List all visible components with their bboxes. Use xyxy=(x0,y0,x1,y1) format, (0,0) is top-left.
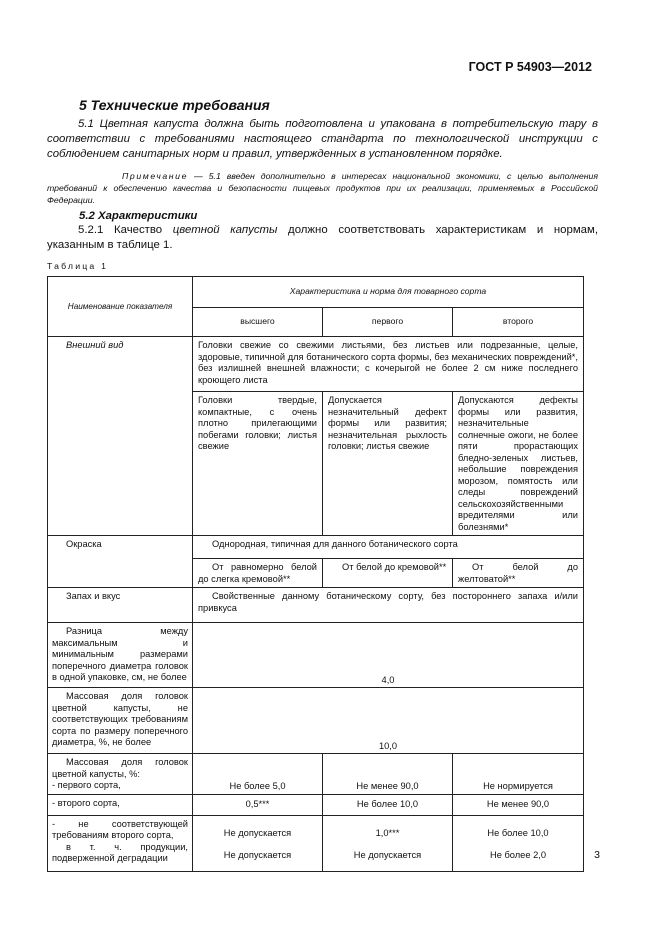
mass-nonconf-value: 10,0 xyxy=(193,688,584,754)
degr-second: Не более 2,0 xyxy=(489,850,547,860)
nonconf-first: 1,0*** xyxy=(375,827,400,838)
appearance-common: Головки свежие со свежими листьями, без листьев или подрезанные, целые, здоровые, типичной для ботанического сорта формы, без механических повреждений*, без излишней внешней влажности; с кочерыгой не более 2 см ниже последнего кроющего листа xyxy=(193,337,584,392)
nonconf-second: Не более 10,0 xyxy=(487,827,549,838)
note-text: — 5.1 введен дополнительно в интересах национальной экономики, с целью выполнения требований к обеспечению качества и безопасности пищевых продуктов при их реализации, применяемых в Российской Федерации. xyxy=(47,171,598,205)
table-caption: Таблица 1 xyxy=(47,261,109,271)
nonconf-label xyxy=(48,815,193,871)
appearance-second: Допускаются дефекты формы или развития, незначительные солнечные ожоги, не более пяти прорастающих бледно-зеленых листьев, небольшие повреждения морозом, помятость или следы повреждений сельскохозяйственными вредителями или болезнями* xyxy=(453,392,584,536)
col-group-header: Характеристика и норма для товарного сорта xyxy=(193,277,584,308)
table-row xyxy=(48,815,584,871)
mass-grades-title: Массовая доля головок цветной капусты, %: xyxy=(52,757,188,779)
table-row xyxy=(48,588,584,623)
nonconf-first-cell xyxy=(323,815,453,871)
second-grade-label: - второго сорта, xyxy=(48,794,193,815)
paragraph-5-2-1 xyxy=(47,223,598,253)
degr-highest: Не допускается xyxy=(223,850,292,860)
grade-highest-header: высшего xyxy=(193,308,323,337)
table-row xyxy=(48,688,584,754)
color-highest: От равномерно белой до слегка кремовой** xyxy=(193,559,323,588)
p521-before: 5.2.1 Качество xyxy=(78,224,173,236)
nonconf-second-cell xyxy=(453,815,584,871)
second-grade-first: Не более 10,0 xyxy=(323,794,453,815)
grade-first-header: первого xyxy=(323,308,453,337)
table-row xyxy=(48,536,584,559)
col-name-header: Наименование показателя xyxy=(48,277,193,337)
table-header-row xyxy=(48,277,584,308)
smell-label: Запах и вкус xyxy=(48,588,193,623)
appearance-highest: Головки твердые, компактные, с очень плотно прилегающими побегами головки; листья свежие xyxy=(193,392,323,536)
degradation-label: в т. ч. продукции, подверженной деградации xyxy=(52,841,188,863)
second-grade-highest: 0,5*** xyxy=(193,794,323,815)
color-first: От белой до кремовой** xyxy=(323,559,453,588)
quality-table xyxy=(47,276,584,872)
paragraph-5-1: 5.1 Цветная капуста должна быть подготовлена и упакована в потребительскую тару в соответствии с требованиями настоящего стандарта по технологической инструкции с соблюдением санитарных норм и правил, утвержденных в установленном порядке. xyxy=(47,118,598,160)
note xyxy=(47,170,598,206)
page-number: 3 xyxy=(594,849,600,861)
degr-first: Не допускается xyxy=(353,850,422,860)
mass-grades-label xyxy=(48,754,193,795)
grade-second-header: второго xyxy=(453,308,584,337)
mass-nonconf-label: Массовая доля головок цветной капусты, не соответствующих требованиям сорта по размеру поперечного диаметра, %, не более xyxy=(48,688,193,754)
first-grade-highest: Не более 5,0 xyxy=(193,754,323,795)
first-grade-first: Не менее 90,0 xyxy=(323,754,453,795)
color-common: Однородная, типичная для данного ботанического сорта xyxy=(193,536,584,559)
nonconf-highest: Не допускается xyxy=(223,827,292,838)
table-row xyxy=(48,794,584,815)
p521-after: должно соответствовать характеристикам и нормам, указанным в таблице 1. xyxy=(47,224,598,251)
second-grade-second: Не менее 90,0 xyxy=(453,794,584,815)
nonconf-highest-cell xyxy=(193,815,323,871)
color-label: Окраска xyxy=(48,536,193,588)
table-row xyxy=(48,754,584,795)
first-grade-label: - первого сорта, xyxy=(52,780,121,790)
note-label: Примечание xyxy=(122,171,189,181)
p521-em: цветной капусты xyxy=(172,224,278,236)
subsection-title: 5.2 Характеристики xyxy=(79,210,198,222)
table-row xyxy=(48,623,584,688)
nonconf-text: - не соответствующей требованиям второго сорта, xyxy=(52,818,188,840)
standard-header: ГОСТ Р 54903—2012 xyxy=(468,60,592,74)
first-grade-second: Не нормируется xyxy=(453,754,584,795)
diameter-diff-label: Разница между максимальным и минимальным размерами поперечного диаметра головок в одной упаковке, см, не более xyxy=(48,623,193,688)
table-row xyxy=(48,337,584,392)
smell-common: Свойственные данному ботаническому сорту, без постороннего запаха и/или привкуса xyxy=(193,588,584,623)
appearance-label: Внешний вид xyxy=(48,337,193,536)
appearance-first: Допускается незначительный дефект формы или развития; незначительная рыхлость головки; листья свежие xyxy=(323,392,453,536)
color-second: От белой до желтоватой** xyxy=(453,559,584,588)
diameter-diff-value: 4,0 xyxy=(193,623,584,688)
section-title: 5 Технические требования xyxy=(79,97,270,113)
